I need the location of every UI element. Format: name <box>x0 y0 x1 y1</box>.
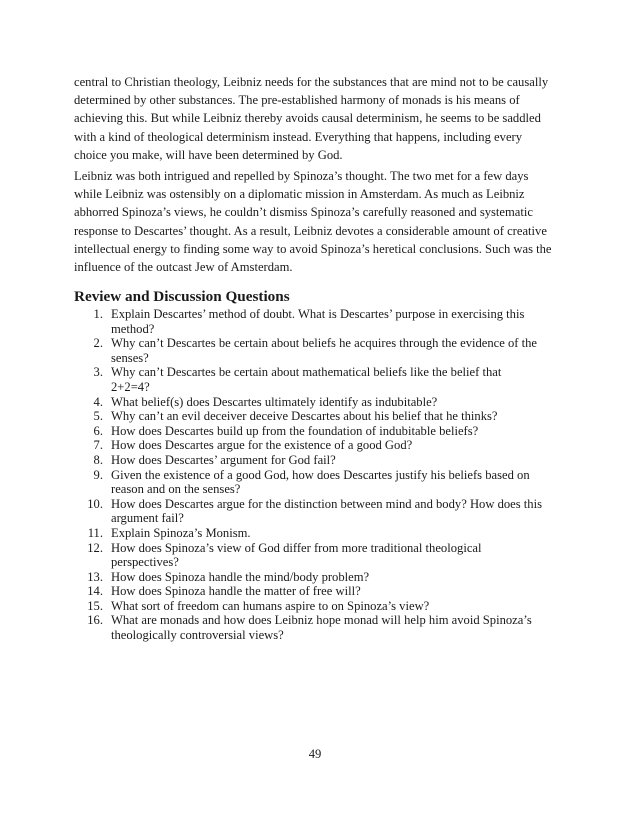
question-item <box>74 526 556 541</box>
question-item <box>74 336 556 365</box>
question-text: What are monads and how does Leibniz hope monad will help him avoid Spinoza’s theologically controversial views? <box>111 613 532 643</box>
question-number: 12. <box>87 540 103 555</box>
question-text: Why can’t Descartes be certain about beliefs he acquires through the evidence of the senses? <box>111 336 538 365</box>
question-number: 10. <box>87 496 103 511</box>
question-text: How does Spinoza handle the mind/body problem? <box>111 569 370 584</box>
question-number: 15. <box>87 598 103 613</box>
question-item <box>74 613 556 642</box>
question-item <box>74 453 556 468</box>
question-text: Why can’t an evil deceiver deceive Descartes about his belief that he thinks? <box>111 409 498 424</box>
question-number: 4. <box>93 394 103 409</box>
body-paragraph: central to Christian theology, Leibniz needs for the substances that are mind not to be causally determined by other substances. The pre-established harmony of monads is his means of achieving this. But while Leibniz thereby avoids causal determinism, he seems to be saddled with a kind of theological determinism instead. Everything that happens, including every choice you make, will have been determined by God. <box>74 75 549 162</box>
question-text: Explain Descartes’ method of doubt. What is Descartes’ purpose in exercising this method? <box>111 307 525 336</box>
question-number: 8. <box>93 452 103 467</box>
question-text: What belief(s) does Descartes ultimately identify as indubitable? <box>111 394 438 409</box>
question-item <box>74 599 556 614</box>
question-item <box>74 424 556 439</box>
question-text: How does Descartes argue for the existence of a good God? <box>111 438 413 453</box>
body-paragraph: Leibniz was both intrigued and repelled by Spinoza’s thought. The two met for a few days while Leibniz was ostensibly on a diplomatic mission in Amsterdam. As much as Leibniz abhorred Spinoza’s views, he couldn’t dismiss Spinoza’s carefully reasoned and systematic response to Descartes’ thought. As a result, Leibniz devotes a considerable amount of creative intellectual energy to finding some way to avoid Spinoza’s heretical conclusions. Such was the influence of the outcast Jew of Amsterdam. <box>74 169 552 275</box>
question-number: 11. <box>87 525 103 540</box>
question-item <box>74 438 556 453</box>
question-text: Given the existence of a good God, how does Descartes justify his beliefs based on reason and on the senses? <box>111 467 530 497</box>
question-number: 16. <box>87 613 103 628</box>
question-item <box>74 307 556 336</box>
question-text: How does Descartes build up from the foundation of indubitable beliefs? <box>111 423 479 438</box>
question-item <box>74 584 556 599</box>
question-number: 2. <box>93 336 103 351</box>
question-item <box>74 395 556 410</box>
question-item <box>74 541 556 570</box>
question-text: Why can’t Descartes be certain about mathematical beliefs like the belief that 2+2=4? <box>111 365 502 394</box>
question-text: How does Descartes argue for the distinction between mind and body? How does this argument fail? <box>111 496 543 526</box>
question-item <box>74 365 556 394</box>
question-text: How does Spinoza handle the matter of free will? <box>111 584 361 599</box>
page-number: 49 <box>308 747 322 761</box>
question-number: 6. <box>93 423 103 438</box>
question-number: 13. <box>87 569 103 584</box>
question-text: How does Descartes’ argument for God fail? <box>111 452 336 467</box>
question-item <box>74 468 556 497</box>
question-item <box>74 497 556 526</box>
question-number: 14. <box>87 584 103 599</box>
question-list <box>74 307 556 643</box>
question-text: Explain Spinoza’s Monism. <box>111 525 251 540</box>
question-number: 5. <box>93 409 103 424</box>
question-number: 3. <box>93 365 103 380</box>
question-number: 9. <box>93 467 103 482</box>
section-heading: Review and Discussion Questions <box>74 288 290 305</box>
question-number: 1. <box>93 307 103 321</box>
question-number: 7. <box>93 438 103 453</box>
question-text: How does Spinoza’s view of God differ from more traditional theological perspectives? <box>111 540 482 570</box>
question-text: What sort of freedom can humans aspire to on Spinoza’s view? <box>111 598 430 613</box>
question-item <box>74 409 556 424</box>
question-item <box>74 570 556 585</box>
